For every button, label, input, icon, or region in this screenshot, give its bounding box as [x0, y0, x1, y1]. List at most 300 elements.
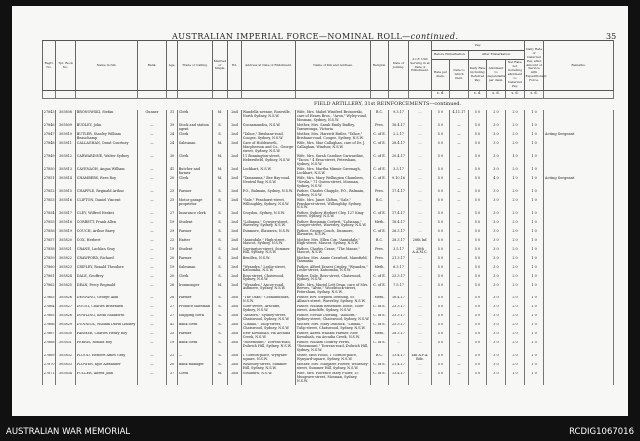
- trade-cell: Motor garage proprietor: [178, 198, 213, 211]
- date-cell: 17.4.17: [389, 211, 409, 220]
- regtl-cell: 27851: [43, 176, 56, 189]
- pay-cell: 2 0: [506, 265, 525, 274]
- religion-cell: C. of E.: [371, 132, 389, 141]
- age-cell: 30: [167, 154, 178, 167]
- ship-no-cell: 305829: [56, 323, 76, 332]
- address-cell: Coonamundra, N.S.W.: [242, 123, 296, 132]
- pay-cell: 3 0: [487, 305, 506, 314]
- unit-cell: ...: [409, 256, 432, 265]
- rank-cell: —: [138, 198, 167, 211]
- pay-cell: 3 0: [487, 372, 506, 385]
- married-cell: M.: [213, 372, 228, 385]
- rank-cell: —: [138, 141, 167, 154]
- pay-cell: 5 0: [432, 167, 450, 176]
- address-cell: Goulburn, N.S.W.: [242, 372, 296, 385]
- pay-cell: —: [450, 123, 469, 132]
- religion-cell: R.C.: [371, 238, 389, 247]
- pay-cell: 1 0: [525, 211, 544, 220]
- ed-cell: 2nd: [228, 132, 242, 141]
- pay-cell: 2 0: [506, 229, 525, 238]
- pay-cell: 1 0: [525, 332, 544, 341]
- date-cell: 16.4.17: [389, 123, 409, 132]
- pay-cell: 5 0: [469, 229, 487, 238]
- address-cell: P.O., Balmain, Sydney, N.S.W.: [242, 189, 296, 198]
- unit-cell: ...: [409, 305, 432, 314]
- religion-cell: Meth.: [371, 332, 389, 341]
- remarks-cell: [544, 341, 614, 354]
- pay-cell: 1 0: [525, 229, 544, 238]
- units-spacer: [371, 91, 389, 99]
- age-cell: 25: [167, 332, 178, 341]
- pay-cell: —: [450, 211, 469, 220]
- age-cell: 39: [167, 123, 178, 132]
- pay-cell: 5 0: [432, 323, 450, 332]
- address-cell: Ross-street, Chatswood, Sydney, N.S.W.: [242, 274, 296, 283]
- unit-cell: ...: [409, 132, 432, 141]
- ship-no-cell: 305808: [56, 110, 76, 123]
- pay-cell: —: [450, 332, 469, 341]
- remarks-cell: [544, 141, 614, 154]
- religion-cell: C. of E.: [371, 274, 389, 283]
- ed-cell: 2nd: [228, 110, 242, 123]
- rank-cell: —: [138, 314, 167, 323]
- regtl-cell: 27843: [43, 110, 56, 123]
- pay-cell: —: [450, 132, 469, 141]
- trade-cell: —: [178, 354, 213, 363]
- table-row: [43, 341, 614, 354]
- address-cell: Dunmore, Illawarra, N.S.W.: [242, 229, 296, 238]
- pay-cell: 3 0: [487, 167, 506, 176]
- pay-cell: —: [450, 305, 469, 314]
- ed-cell: 2nd: [228, 189, 242, 198]
- religion-cell: Pres.: [371, 189, 389, 198]
- kin-cell: Father, Charles Crane, "The Manse," Mascot, N.S.W.: [296, 247, 371, 256]
- ship-no-cell: 305823: [56, 265, 76, 274]
- pay-cell: 1 0: [525, 274, 544, 283]
- name-cell: BRONOWSKI, Stefan: [76, 110, 138, 123]
- married-cell: S.: [213, 189, 228, 198]
- pay-cell: 3 0: [487, 132, 506, 141]
- pay-cell: 5 0: [469, 167, 487, 176]
- age-cell: 20: [167, 363, 178, 372]
- footer-source: AUSTRALIAN WAR MEMORIAL: [6, 427, 131, 437]
- pay-cell: 1 0: [525, 220, 544, 229]
- address-cell: "Lolianna," Cowper-street, Waverley, Sydney, N.S.W.: [242, 220, 296, 229]
- pay-cell: 5 0: [432, 211, 450, 220]
- name-cell: CRANE, Lachlan Gray: [76, 247, 138, 256]
- pay-cell: 2 0: [506, 132, 525, 141]
- religion-cell: R.C.: [371, 110, 389, 123]
- ed-cell: 2nd: [228, 154, 242, 167]
- married-cell: S.: [213, 211, 228, 220]
- rank-cell: —: [138, 123, 167, 132]
- name-cell: BUDLEY, John: [76, 123, 138, 132]
- pay-cell: 2 0: [506, 220, 525, 229]
- pay-cell: —: [450, 314, 469, 323]
- rank-cell: —: [138, 274, 167, 283]
- remarks-cell: [544, 332, 614, 341]
- name-cell: CALLAGHAN, Osmé Courtney: [76, 141, 138, 154]
- trade-cell: Produce salesman: [178, 305, 213, 314]
- units-spacer: [213, 91, 228, 99]
- name-cell: DEAN, Percy Reginald: [76, 283, 138, 296]
- unit-cell: ...: [409, 372, 432, 385]
- pay-cell: 1 0: [525, 238, 544, 247]
- pay-cell: 3 0: [487, 256, 506, 265]
- pay-cell: 5 0: [469, 211, 487, 220]
- ship-no-cell: 305817: [56, 211, 76, 220]
- married-cell: S.: [213, 363, 228, 372]
- regtl-cell: 27848: [43, 141, 56, 154]
- married-cell: S.: [213, 354, 228, 363]
- date-cell: 21.3.17: [389, 256, 409, 265]
- pay-cell: 3 0: [487, 323, 506, 332]
- pay-cell: —: [450, 167, 469, 176]
- col-pay: Pay.: [432, 41, 525, 51]
- ship-no-cell: 305825: [56, 283, 76, 296]
- address-cell: "Ashford," Sydney-street, Chatswood, Sydney, N.S.W.: [242, 314, 296, 323]
- pay-cell: 5 0: [469, 341, 487, 354]
- unit-cell: ...: [409, 274, 432, 283]
- remarks-cell: [544, 283, 614, 296]
- rank-cell: —: [138, 323, 167, 332]
- pay-cell: 3 0: [487, 220, 506, 229]
- date-cell: ...: [389, 198, 409, 211]
- units-spacer: [167, 91, 178, 99]
- address-cell: "Tahoe," Brisbane-road, Coogee, Sydney, N.S.W.: [242, 132, 296, 141]
- married-cell: S.: [213, 314, 228, 323]
- remarks-cell: [544, 167, 614, 176]
- date-cell: 26.3.17: [389, 229, 409, 238]
- religion-cell: Meth.: [371, 220, 389, 229]
- kin-cell: Father, Benjamin Corbett, "Lolianna," Cowper-street, Waverley, Sydney, N.S.W.: [296, 220, 371, 229]
- col-ship: Tpt. Book No.: [56, 41, 76, 91]
- pay-cell: 5 0: [469, 176, 487, 189]
- address-cell: "Tamarama," Bee Bay-road, Neutral Bay, N.S.W.: [242, 176, 296, 189]
- table-row: [43, 363, 614, 372]
- age-cell: 29: [167, 229, 178, 238]
- trade-cell: Stock and station agent: [178, 123, 213, 132]
- date-cell: 23.3.17: [389, 323, 409, 332]
- trade-cell: Student: [178, 220, 213, 229]
- married-cell: M.: [213, 167, 228, 176]
- trade-cell: Clerk: [178, 154, 213, 167]
- religion-cell: C. of E.: [371, 372, 389, 385]
- table-row: [43, 372, 614, 385]
- pay-cell: 5 0: [469, 283, 487, 296]
- rank-cell: Gunner: [138, 110, 167, 123]
- trade-cell: Farmer: [178, 332, 213, 341]
- pay-cell: 5 0: [469, 238, 487, 247]
- unit-cell: ...: [409, 283, 432, 296]
- ed-cell: 2nd: [228, 341, 242, 354]
- unit-cell: ...: [409, 341, 432, 354]
- pay-cell: —: [450, 372, 469, 385]
- married-cell: S.: [213, 323, 228, 332]
- regtl-cell: 27850: [43, 167, 56, 176]
- rank-cell: —: [138, 189, 167, 198]
- units-cell: s. d.: [506, 91, 525, 99]
- age-cell: 37: [167, 372, 178, 385]
- pay-cell: 2 0: [506, 341, 525, 354]
- unit-cell: 4th A.F.A. Bde.: [409, 354, 432, 363]
- col-rank: Rank.: [138, 41, 167, 91]
- units-cell: [450, 91, 469, 99]
- ed-cell: 2nd: [228, 305, 242, 314]
- kin-cell: Mother, Mrs. Margaret Flower, Wellesley-street, Summer Hill, Sydney, N.S.W.: [296, 362, 369, 371]
- date-cell: 23.3.17: [389, 274, 409, 283]
- kin-cell: Mother, Mrs. Harriett Butler, "Tahoe," Brisbane-road, Coogee, Sydney, N.S.W.: [296, 132, 371, 141]
- ed-cell: 2nd: [228, 123, 242, 132]
- age-cell: 41: [167, 323, 178, 332]
- pay-cell: 2 0: [506, 274, 525, 283]
- address-cell: "Lindall," Tulip-street, Chatswood, Sydney, N.S.W.: [242, 323, 296, 332]
- trade-cell: Farmer: [178, 256, 213, 265]
- ship-no-cell: 305810: [56, 132, 76, 141]
- name-cell: DENNING, George Alan: [76, 296, 138, 305]
- pay-cell: —: [450, 220, 469, 229]
- rank-cell: —: [138, 296, 167, 305]
- pay-cell: 2 0: [506, 141, 525, 154]
- religion-cell: C. of E.: [371, 211, 389, 220]
- ed-cell: 2nd: [228, 332, 242, 341]
- trade-cell: Ironmonger: [178, 283, 213, 296]
- col-allotment: Allotment to dependants per diem.: [487, 59, 506, 90]
- name-cell: CAVENAGH, Angus William: [76, 167, 138, 176]
- address-cell: 1 Gordon-place, Wynyard-square, N.S.W.: [242, 354, 296, 363]
- age-cell: 25: [167, 189, 178, 198]
- pay-cell: 3 0: [487, 154, 506, 167]
- trade-cell: Bank clerk: [178, 341, 213, 354]
- remarks-cell: [544, 247, 614, 256]
- pay-cell: 5 0: [432, 354, 450, 363]
- kin-cell: Father, William Brisenden Doust, Gore-street, Arncliffe, Sydney, N.S.W.: [296, 305, 371, 314]
- address-cell: 11 Bonnington-street, Hebersfield, Sydney, N.S.W.: [242, 154, 296, 167]
- table-row: [43, 238, 614, 247]
- kin-cell: Father, Dale, Ross-street, Chatswood, Sydney, N.S.W.: [296, 274, 371, 283]
- date-cell: 2.2.17: [389, 132, 409, 141]
- ship-no-cell: 305811: [56, 141, 76, 154]
- units-cell: s. d.: [469, 91, 487, 99]
- remarks-cell: [544, 189, 614, 198]
- age-cell: 27: [167, 211, 178, 220]
- footer-id: RCDIG1067016: [569, 427, 634, 437]
- rank-cell: —: [138, 332, 167, 341]
- col-remarks: Remarks.: [544, 41, 614, 91]
- pay-cell: 3 0: [487, 123, 506, 132]
- address-cell: Gore-street, Arncliffe, Sydney, N.S.W.: [242, 305, 296, 314]
- units-cell: s. d.: [525, 91, 544, 99]
- ship-no-cell: 305821: [56, 247, 76, 256]
- col-daily-rate: Daily Rate including Deferred Pay.: [469, 59, 487, 90]
- name-cell: FULLER, Alfred John: [76, 372, 138, 385]
- remarks-cell: [544, 256, 614, 265]
- ed-cell: 2nd: [228, 167, 242, 176]
- pay-cell: 5 0: [469, 123, 487, 132]
- table-row: [43, 154, 614, 167]
- pay-cell: —: [450, 341, 469, 354]
- religion-cell: C. of E.: [371, 323, 389, 332]
- units-cell: s. d.: [432, 91, 450, 99]
- pay-cell: —: [450, 323, 469, 332]
- name-cell: CHAMBERS, Rees Roy: [76, 176, 138, 189]
- regtl-cell: 27863: [43, 296, 56, 305]
- remarks-cell: [544, 323, 614, 332]
- pay-cell: —: [450, 265, 469, 274]
- units-spacer: [76, 91, 138, 99]
- pay-cell: 3 0: [487, 274, 506, 283]
- age-cell: 19: [167, 341, 178, 354]
- table-row: [43, 274, 614, 283]
- pay-cell: 3 0: [487, 314, 506, 323]
- regtl-cell: 27866: [43, 323, 56, 332]
- address-cell: Lockhart, N.S.W.: [242, 167, 296, 176]
- married-cell: M.: [213, 154, 228, 167]
- remarks-cell: [544, 220, 614, 229]
- unit-cell: ...: [409, 198, 432, 211]
- pay-cell: 2 0: [506, 305, 525, 314]
- ed-cell: 2nd: [228, 176, 242, 189]
- pay-cell: 1 0: [525, 110, 544, 123]
- pay-cell: 3 0: [487, 354, 506, 363]
- pay-cell: 5 0: [432, 123, 450, 132]
- remarks-cell: [544, 274, 614, 283]
- units-spacer: [178, 91, 213, 99]
- married-cell: S.: [213, 305, 228, 314]
- pay-cell: 2 0: [506, 247, 525, 256]
- date-cell: 9.3.17: [389, 110, 409, 123]
- name-cell: DUNNICK, William David Lindsey: [76, 323, 138, 332]
- pay-cell: 5 0: [432, 238, 450, 247]
- address-cell: Care of Holdsworth, Macpherson and Co., George-street, Sydney, N.S.W.: [242, 141, 295, 153]
- address-cell: Wellesley-street, Summer Hill, Sydney, N.S.W.: [242, 363, 296, 372]
- pay-cell: 5 0: [469, 314, 487, 323]
- pay-cell: 5 0: [432, 198, 450, 211]
- col-trade: Trade or Calling.: [178, 41, 213, 91]
- kin-cell: Father, Sydney Herbert Cley, 127 King-street, Sydney, N.S.W.: [296, 211, 371, 220]
- regtl-cell: 27855: [43, 220, 56, 229]
- date-cell: 18.4.17: [389, 220, 409, 229]
- trade-cell: Clerk: [178, 132, 213, 141]
- ship-no-cell: 305832: [56, 354, 76, 363]
- regtl-cell: 27854: [43, 211, 56, 220]
- rank-cell: —: [138, 238, 167, 247]
- col-kin: Name of Kin and Address.: [296, 41, 371, 91]
- nominal-roll-table: [42, 40, 614, 385]
- remarks-cell: [544, 265, 614, 274]
- kin-cell: Wife, Mrs. Muriel Lett Dean, care of Mrs. Reeves, "Alvin," Woodstock-street, Petersham, Sydney, N.S.W.: [296, 283, 371, 296]
- married-cell: S.: [213, 332, 228, 341]
- units-spacer: [389, 91, 409, 99]
- trade-cell: Butcher and farmer: [178, 167, 213, 176]
- kin-cell: Mother, Mrs. Ellen Cox, "Annisdale," High-street, Mascot, Sydney, N.S.W.: [296, 238, 371, 247]
- pay-cell: 2 0: [506, 189, 525, 198]
- regtl-cell: 27853: [43, 198, 56, 211]
- religion-cell: Pres.: [371, 247, 389, 256]
- pay-cell: 5 0: [432, 247, 450, 256]
- col-before-embarkation: Before Embarkation.: [432, 50, 469, 59]
- page-number: 35: [606, 32, 617, 41]
- pay-cell: 1 0: [525, 354, 544, 363]
- table-row: [43, 314, 614, 323]
- pay-cell: 1 0: [506, 176, 525, 189]
- pay-cell: 1 0: [525, 341, 544, 354]
- religion-cell: R.C.: [371, 198, 389, 211]
- table-row: [43, 283, 614, 296]
- ship-no-cell: 305819: [56, 229, 76, 238]
- address-cell: Croydon, Sydney, N.S.W.: [242, 211, 296, 220]
- pay-cell: 1 0: [525, 247, 544, 256]
- table-row: [43, 332, 614, 341]
- trade-cell: Bank manager: [178, 363, 213, 372]
- regtl-cell: 27865: [43, 314, 56, 323]
- pay-cell: —: [450, 189, 469, 198]
- ship-no-cell: 305812: [56, 154, 76, 167]
- pay-cell: 1 0: [525, 189, 544, 198]
- pay-cell: 5 0: [432, 332, 450, 341]
- rank-cell: —: [138, 372, 167, 385]
- regtl-cell: 27864: [43, 305, 56, 314]
- ship-no-cell: 305818: [56, 220, 76, 229]
- remarks-cell: [544, 354, 614, 363]
- table-row: [43, 323, 614, 332]
- table-row: [43, 141, 614, 154]
- date-cell: 13.4.17: [389, 354, 409, 363]
- pay-cell: 1 0: [525, 123, 544, 132]
- pay-cell: —: [450, 154, 469, 167]
- regtl-cell: 27868: [43, 341, 56, 354]
- rank-cell: —: [138, 154, 167, 167]
- rank-cell: —: [138, 247, 167, 256]
- unit-cell: ...: [409, 323, 432, 332]
- religion-cell: C. of E.: [371, 154, 389, 167]
- name-cell: COX, Herbert: [76, 238, 138, 247]
- date-cell: 21.4.17: [389, 363, 409, 372]
- date-cell: 23.3.17: [389, 305, 409, 314]
- ship-no-cell: 305830: [56, 332, 76, 341]
- kin-cell: Wife, Mrs. Mabel Winifred Bronowski, care of Hearn Bros., "Avon," Wyley-road, Mosman, Sydney, N.S.W.: [296, 110, 371, 123]
- pay-cell: 2 0: [506, 354, 525, 363]
- remarks-cell: Acting Sergeant: [544, 132, 614, 141]
- date-cell: ...: [389, 341, 409, 354]
- married-cell: S.: [213, 274, 228, 283]
- rank-cell: —: [138, 305, 167, 314]
- rank-cell: —: [138, 167, 167, 176]
- date-cell: 13.4.17: [389, 372, 409, 385]
- married-cell: S.: [213, 123, 228, 132]
- pay-cell: 1 0: [525, 296, 544, 305]
- unit-cell: 28th A.A.M.C.: [409, 247, 432, 256]
- married-cell: S.: [213, 265, 228, 274]
- religion-cell: Pres.: [371, 123, 389, 132]
- pay-cell: 3 0: [487, 211, 506, 220]
- pay-cell: 5 0: [432, 229, 450, 238]
- pay-cell: —: [450, 274, 469, 283]
- age-cell: 21: [167, 354, 178, 363]
- age-cell: 27: [167, 305, 178, 314]
- ship-no-cell: 305813: [56, 167, 76, 176]
- unit-cell: ...: [409, 332, 432, 341]
- units-cell: s. d.: [487, 91, 506, 99]
- pay-cell: 5 0: [432, 176, 450, 189]
- pay-cell: 3 0: [487, 332, 506, 341]
- ed-cell: 2nd: [228, 265, 242, 274]
- regtl-cell: 27871: [43, 372, 56, 385]
- remarks-cell: [544, 229, 614, 238]
- remarks-cell: [544, 154, 614, 167]
- name-cell: CARWARDINE, Walter Sydney: [76, 154, 138, 167]
- pay-cell: 5 0: [469, 323, 487, 332]
